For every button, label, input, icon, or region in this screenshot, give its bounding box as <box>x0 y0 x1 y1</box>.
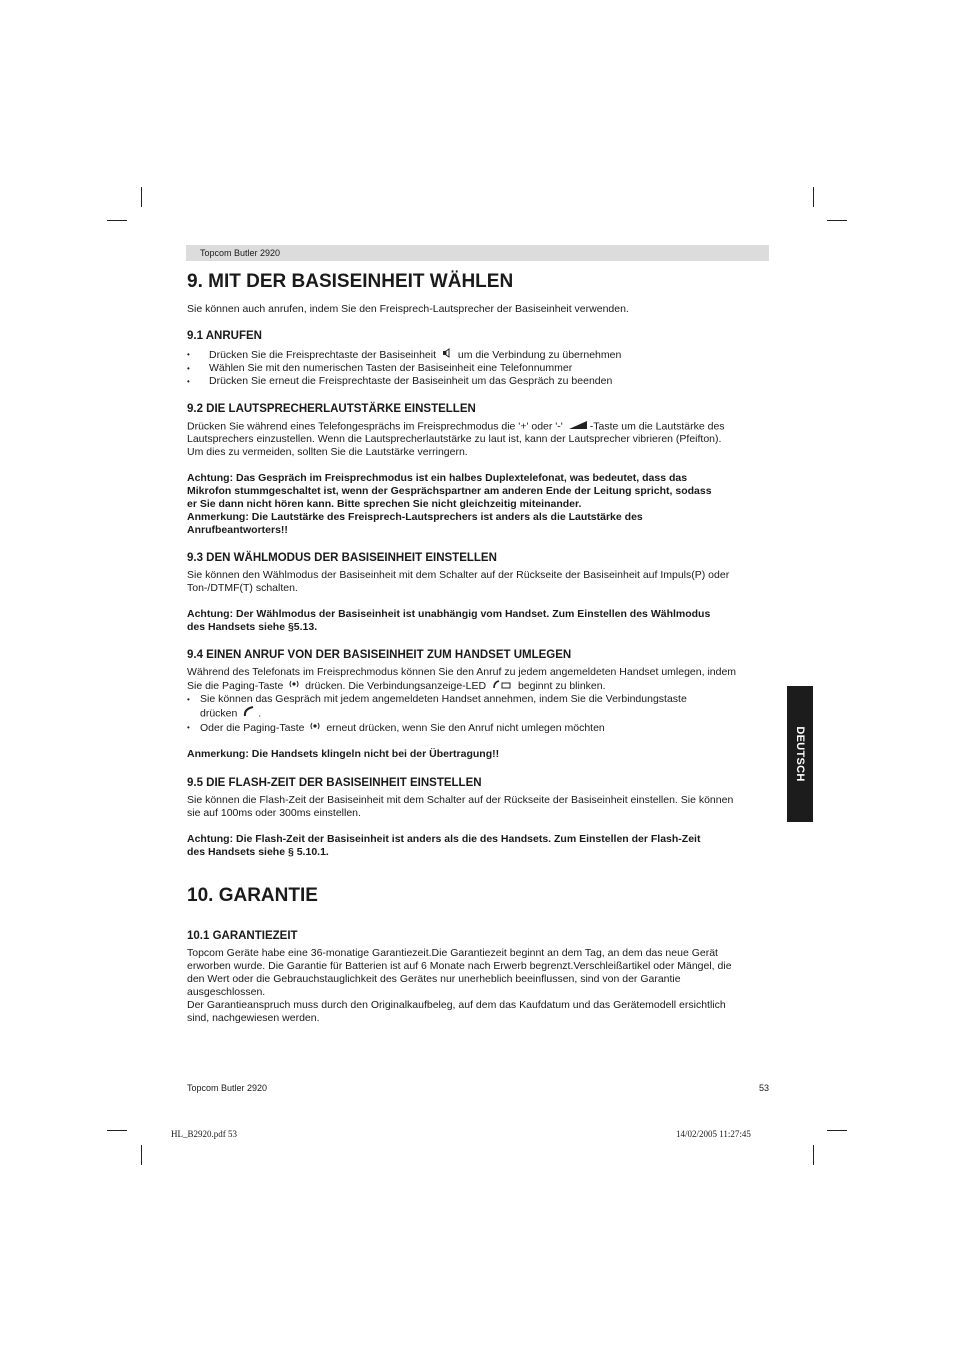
section-9-5-warning: Achtung: Die Flash-Zeit der Basiseinheit ist anders als die des Handsets. Zum Einstellen der Flash-Zeit des Handsets siehe § 5.10.1. <box>187 833 701 859</box>
speaker-icon <box>442 348 452 362</box>
language-tab-label: DEUTSCH <box>794 726 806 782</box>
section-9-2-warning: Achtung: Das Gespräch im Freisprechmodus ist ein halbes Duplextelefonat, was bedeutet, dass das Mikrofon stummgeschaltet ist, wenn der Gesprächspartner am anderen Ende der Leitung spricht, sodass er Sie dann nicht hören kann. Bitte sprechen Sie nicht gleichzeitig miteinander. Anmerkung: Die Lautstärke des Freisprech-Lautsprechers ist anders als die Lautstärke des Anrufbeantworters!! <box>187 472 712 537</box>
paging-icon <box>289 679 299 693</box>
section-10-1-paragraph: Topcom Geräte habe eine 36-monatige Garantiezeit.Die Garantiezeit beginnt an dem Tag, an dem das neue Gerät erworben wurde. Die Garantie für Batterien ist auf 6 Monate nach Erwerb begrenzt.Verschleißartikel oder Mängel, die den Wert oder die Gebrauchstauglichkeit des Gerätes nur unerheblich beeinflussen, sind von der Garantie ausgeschlossen. Der Garantieanspruch muss durch den Originalkaufbeleg, auf dem das Kaufdatum und das Gerätemodell ersichtlich sind, nachgewiesen werden. <box>187 947 732 1025</box>
section-9-4-title: 9.4 EINEN ANRUF VON DER BASISEINHEIT ZUM HANDSET UMLEGEN <box>187 649 572 662</box>
crop-mark <box>141 1145 142 1165</box>
page-content <box>187 270 769 1025</box>
led-indicator-icon <box>492 679 512 693</box>
handset-icon <box>243 706 255 721</box>
section-9-1-title: 9.1 ANRUFEN <box>187 330 262 342</box>
section-9-3-warning: Achtung: Der Wählmodus der Basiseinheit ist unabhängig vom Handset. Zum Einstellen des Wählmodus des Handsets siehe §5.13. <box>187 608 711 634</box>
crop-mark <box>107 1130 127 1131</box>
section-9-2-paragraph: Drücken Sie während eines Telefongesprächs im Freisprechmodus die '+' oder '-' -Taste um die Lautstärke des Lautsprechers einzustellen. Wenn die Lautsprecherlautstärke zu laut ist, kann der Lautsprecher vibrieren (Pfeifton). Um dies zu vermeiden, sollten Sie die Lautstärke verringern. <box>187 420 725 459</box>
crop-mark <box>813 187 814 207</box>
page-number: 53 <box>758 1083 769 1093</box>
paging-icon <box>310 721 320 735</box>
list-item: • Oder die Paging-Taste erneut drücken, wenn Sie den Anruf nicht umlegen möchten <box>187 721 769 735</box>
section-9-title: 9. MIT DER BASISEINHEIT WÄHLEN <box>187 271 514 292</box>
list-item: • Wählen Sie mit den numerischen Tasten der Basiseinheit eine Telefonnummer <box>187 362 769 375</box>
section-9-5-title: 9.5 DIE FLASH-ZEIT DER BASISEINHEIT EINSTELLEN <box>187 777 482 790</box>
section-9-4-list <box>187 693 769 735</box>
crop-mark <box>813 1145 814 1165</box>
print-slug-file: HL_B2920.pdf 53 <box>171 1129 237 1139</box>
volume-wedge-icon <box>569 420 587 433</box>
crop-mark <box>827 220 847 221</box>
crop-mark <box>107 220 127 221</box>
footer-title: Topcom Butler 2920 <box>187 1083 268 1093</box>
section-9-2-title: 9.2 DIE LAUTSPRECHERLAUTSTÄRKE EINSTELLEN <box>187 403 476 415</box>
section-9-1-list <box>187 348 769 388</box>
section-10-1-title: 10.1 GARANTIEZEIT <box>187 930 298 943</box>
crop-mark <box>827 1130 847 1131</box>
page-footer <box>187 1083 769 1093</box>
section-10-title: 10. GARANTIE <box>187 885 318 907</box>
section-9-3-paragraph: Sie können den Wählmodus der Basiseinheit mit dem Schalter auf der Rückseite der Basiseinheit auf Impuls(P) oder Ton-/DTMF(T) schalten. <box>187 569 730 595</box>
list-item: • Drücken Sie erneut die Freisprechtaste der Basiseinheit um das Gespräch zu beenden <box>187 375 769 388</box>
running-title: Topcom Butler 2920 <box>200 248 281 258</box>
section-9-intro: Sie können auch anrufen, indem Sie den Freisprech-Lautsprecher der Basiseinheit verwenden. <box>187 303 629 315</box>
section-9-4-paragraph: Während des Telefonats im Freisprechmodus können Sie den Anruf zu jedem angemeldeten Handset umlegen, indem Sie die Paging-Taste drücken. Die Verbindungsanzeige-LED beginnt zu blinken. <box>187 666 737 693</box>
crop-mark <box>141 187 142 207</box>
section-9-3-title: 9.3 DEN WÄHLMODUS DER BASISEINHEIT EINSTELLEN <box>187 552 497 565</box>
list-item: • Drücken Sie die Freisprechtaste der Basiseinheit um die Verbindung zu übernehmen <box>187 348 769 362</box>
language-tab <box>787 686 813 822</box>
section-9-5-paragraph: Sie können die Flash-Zeit der Basiseinheit mit dem Schalter auf der Rückseite der Basiseinheit einstellen. Sie können sie auf 100ms oder 300ms einstellen. <box>187 794 734 820</box>
print-slug-timestamp: 14/02/2005 11:27:45 <box>676 1129 751 1139</box>
list-item: • Sie können das Gespräch mit jedem angemeldeten Handset annehmen, indem Sie die Verbindungstaste drücken . <box>187 693 769 721</box>
running-header <box>186 245 769 261</box>
section-9-4-note: Anmerkung: Die Handsets klingeln nicht bei der Übertragung!! <box>187 748 500 761</box>
